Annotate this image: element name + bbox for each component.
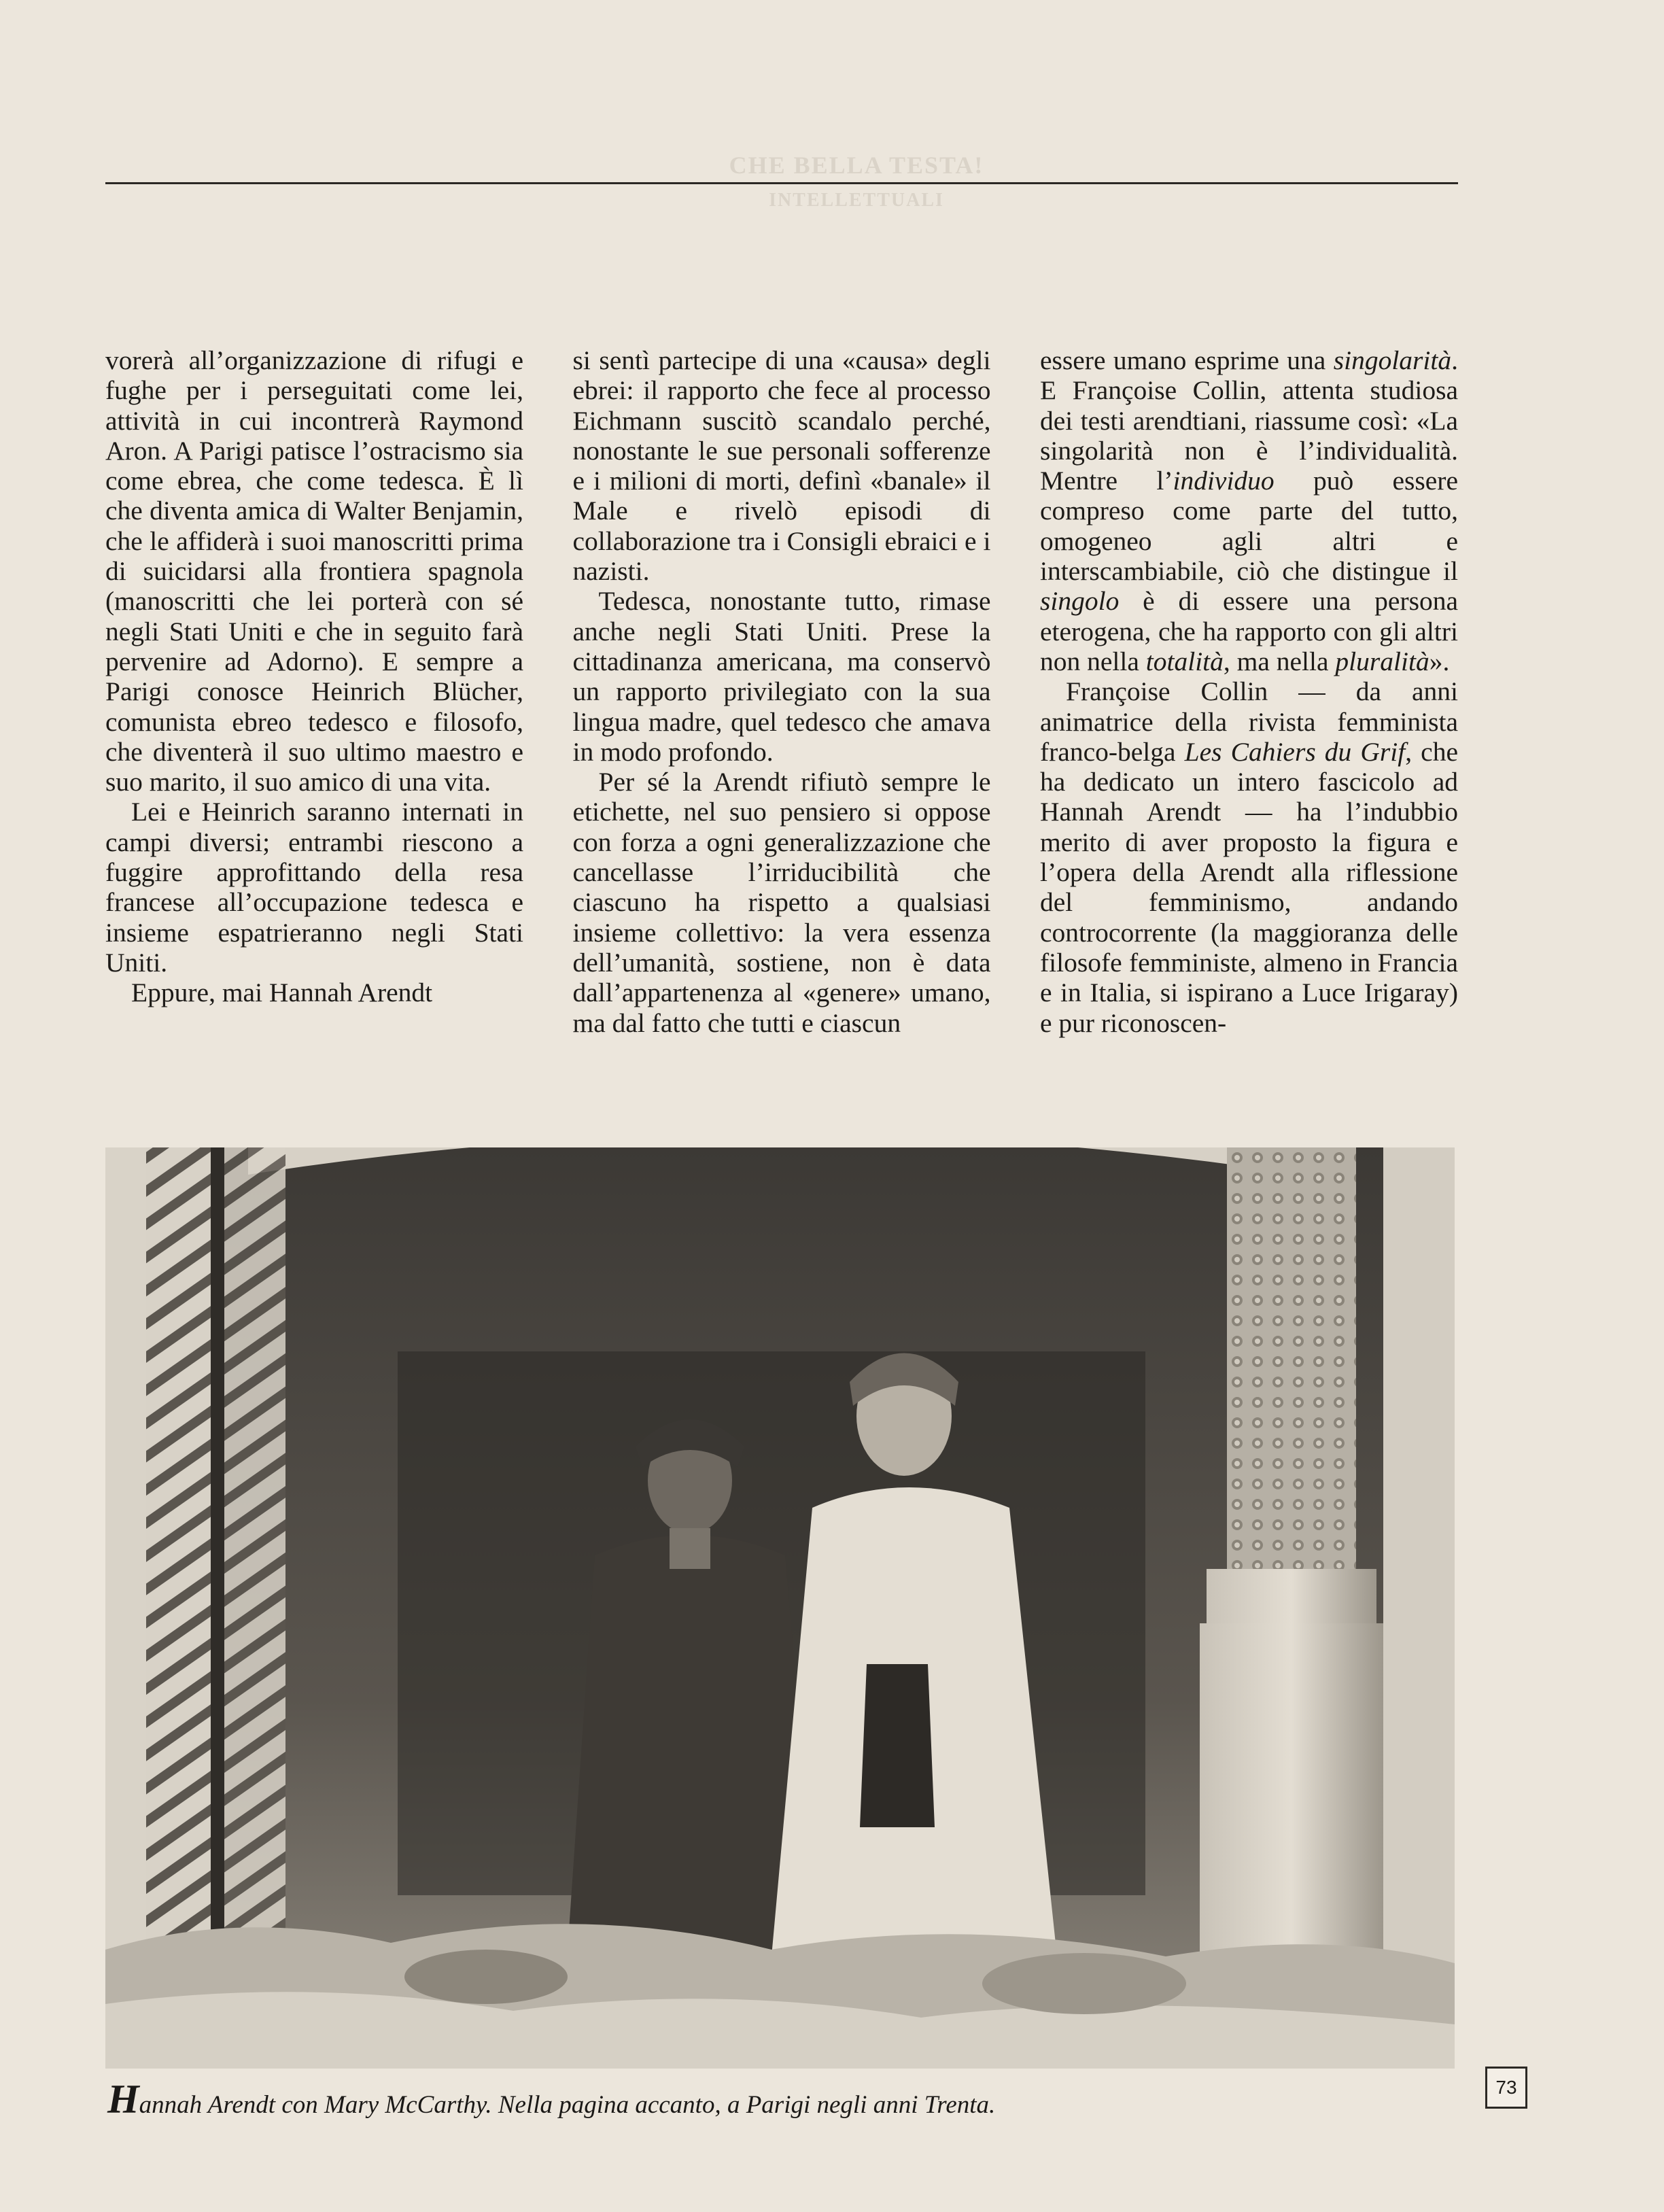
paragraph: si sentì partecipe di una «causa» degli ebrei: il rapporto che fece al processo Eichmann suscitò scandalo perché, nonostante le sue personali sofferenze e i milioni di morti, definì «banale» il Male e rivelò episodi di collaborazione tra i Consigli ebraici e i nazisti. xyxy=(572,345,991,587)
paragraph: Per sé la Arendt rifiutò sempre le etichette, nel suo pensiero si oppose con forza a ogni generalizzazione che cancellasse l’irriducibilità che ciascuno ha rispetto a qualsiasi insieme collettivo: la vera essenza dell’umanità, sostiene, non è data dall’appartenenza al «genere» umano, ma dal fatto che tutti e ciascun xyxy=(572,767,991,1038)
paragraph: Eppure, mai Hannah Arendt xyxy=(131,978,433,1008)
text-run: Françoise Collin — da anni animatrice della rivista femminista franco-belga xyxy=(1040,676,1458,767)
italic-run: singolo xyxy=(1040,586,1120,617)
paragraph: vorerà all’organizzazione di rifugi e fughe per i perseguitati come lei, attività in cui incontrerà Raymond Aron. A Parigi patisce l’ostracismo sia come ebrea, che come tedesca. È lì che diventa amica di Walter Benjamin, che le affiderà i suoi manoscritti prima di suicidarsi alla frontiera spagnola (manoscritti che lei porterà con sé negli Stati Uniti e che in seguito farà pervenire ad Adorno). E sempre a Parigi conosce Heinrich Blücher, comunista ebreo tedesco e filosofo, che diventerà il suo ultimo maestro e suo marito, il suo amico di una vita. xyxy=(105,345,523,797)
caption-text: annah Arendt con Mary McCarthy. Nella pagina accanto, a Parigi negli anni Trenta. xyxy=(139,2091,996,2119)
paragraph: Tedesca, nonostante tutto, rimase anche negli Stati Uniti. Prese la cittadinanza americana, ma conservò un rapporto privilegiato con la sua lingua madre, quel tedesco che amava in modo profondo. xyxy=(572,586,991,767)
text-run: , che ha dedicato un intero fascicolo ad Hannah Arendt — ha l’indubbio merito di aver proposto la figura e l’opera della Arendt alla riflessione del femminismo, andando controcorrente (la maggioranza delle filosofe femministe, almeno in Francia e in Italia, si ispirano a Luce Irigaray) e pur riconoscen- xyxy=(1040,736,1458,1038)
page-number: 73 xyxy=(1485,2067,1527,2109)
text-run: essere umano esprime una xyxy=(1040,345,1334,375)
italic-run: individuo xyxy=(1173,466,1275,496)
paragraph: Lei e Heinrich saranno internati in campi diversi; entrambi riescono a fuggire approfittando della resa francese all’occupazione tedesca e insieme espatrieranno negli Stati Uniti. xyxy=(105,797,523,978)
photo-illustration xyxy=(105,1147,1455,2069)
column-3 xyxy=(1040,345,1458,1141)
italic-run: singolarità xyxy=(1333,345,1452,375)
bleed-through-header xyxy=(598,146,1115,215)
ghost-header-line-2: INTELLETTUALI xyxy=(769,189,944,211)
text-run: , ma nella xyxy=(1223,646,1336,676)
italic-run: Les Cahiers du Grif xyxy=(1184,736,1406,767)
ghost-header-line-1: CHE BELLA TESTA! xyxy=(729,152,984,179)
text-run: è di essere una persona eterogena, che ha rapporto con gli altri non nella xyxy=(1040,586,1458,676)
text-run: ». xyxy=(1429,646,1450,676)
caption-initial: H xyxy=(107,2077,139,2122)
paragraph xyxy=(1040,345,1458,676)
italic-run: pluralità xyxy=(1335,646,1429,676)
photograph-two-women-in-cloister xyxy=(105,1147,1455,2069)
column-2 xyxy=(573,345,991,1141)
column-1 xyxy=(105,345,523,1141)
text-run: . E Françoise Collin, attenta studiosa dei testi arendtiani, riassume così: «La singolarità non è l’individualità. Mentre l’ xyxy=(1040,345,1458,496)
photo-caption xyxy=(107,2077,1399,2122)
text-run: può essere compreso come parte del tutto, omogeneo agli altri e interscambiabile, ciò che distingue il xyxy=(1040,466,1458,587)
paragraph xyxy=(1040,676,1458,1038)
italic-run: totalità xyxy=(1145,646,1224,676)
article-columns xyxy=(105,345,1458,1141)
